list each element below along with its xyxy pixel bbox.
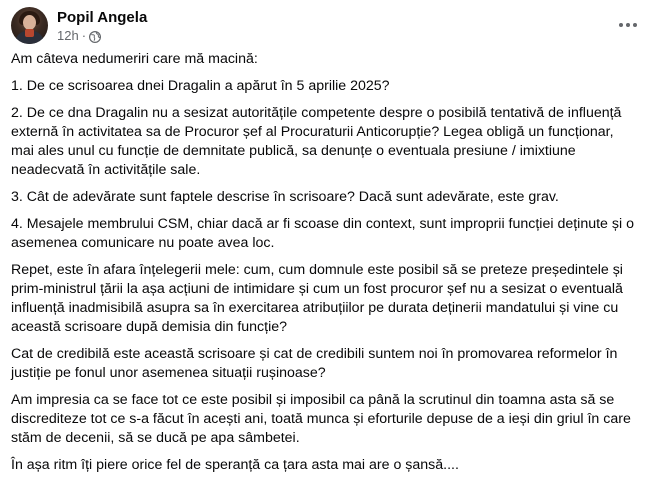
post-meta [57, 28, 101, 44]
post-header [11, 6, 641, 46]
avatar-face [23, 15, 36, 30]
more-options-dot [633, 23, 637, 27]
post-paragraph: 1. De ce scrisoarea dnei Dragalin a apărut în 5 aprilie 2025? [11, 78, 390, 94]
post-paragraph: 2. De ce dna Dragalin nu a sesizat autoritățile competente despre o posibilă tentativă de influență externă în activitatea sa de Procuror șef al Procuraturii Anticorupție? Legea obligă un funcționar, mai ales unul cu funcție de demnitate publică, sa denunțe o eventuala presiune / imixtiune neadecvată în activitățile sale. [11, 105, 622, 178]
globe-icon[interactable] [89, 31, 101, 43]
post-paragraph: Repet, este în afara înțelegerii mele: cum, cum domnule este posibil să se preteze președintele și prim-ministrul țării la așa acțiuni de intimidare și cum un fost procuror șef nu a sesizat o eventuală influență inadmisibilă asupra sa în exercitarea atribuțiilor pe durata deținerii mandatului și vine cu această scrisoare după demisia din funcție? [11, 262, 623, 335]
post-paragraph: În așa ritm îți piere orice fel de speranță ca țara asta mai are o șansă.... [11, 457, 459, 473]
post-timestamp[interactable]: 12h [57, 28, 79, 43]
more-options-icon[interactable] [615, 12, 641, 38]
more-options-dot [626, 23, 630, 27]
more-options-dot [619, 23, 623, 27]
post-paragraph: Cat de credibilă este această scrisoare și cat de credibili suntem noi în promovarea reformelor în justiție pe fonul unor asemenea situații rușinoase? [11, 346, 618, 381]
post-paragraph: Am impresia ca se face tot ce este posibil și imposibil ca până la scrutinul din toamna asta să se discrediteze tot ce s-a făcut în acești ani, toată munca și eforturile depuse de a ieși din griul în care stăm de decenii, să se ducă pe apa sâmbetei. [11, 392, 631, 446]
post-body [11, 50, 637, 483]
post-paragraph: Am câteva nedumeriri care mă macină: [11, 51, 258, 67]
author-name[interactable]: Popil Angela [57, 9, 148, 26]
post-paragraph: 3. Cât de adevărate sunt faptele descrise în scrisoare? Dacă sunt adevărate, este grav. [11, 189, 559, 205]
author-avatar[interactable] [11, 7, 48, 44]
post-paragraph: 4. Mesajele membrului CSM, chiar dacă ar fi scoase din context, sunt improprii funcției deținute și o asemenea comunicare nu poate avea loc. [11, 216, 634, 251]
avatar-scarf [25, 29, 34, 37]
meta-separator: · [81, 28, 87, 43]
